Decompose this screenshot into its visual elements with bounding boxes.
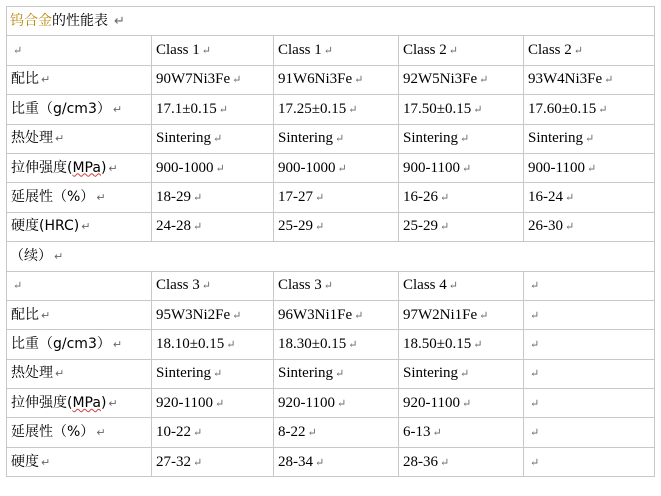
cell-end-mark-icon: ↵	[108, 396, 118, 410]
table1-header-cell-text: Class 2	[528, 42, 572, 59]
table2-row-label-text: 拉伸强度(MPa)	[11, 394, 107, 411]
table1-row-label-text: 延展性（%）	[11, 189, 95, 206]
table2-header-cell-text: Class 4	[403, 277, 447, 294]
table2-value-cell-text: Sintering	[403, 365, 458, 382]
table1-value-cell-text: 16-26	[403, 189, 438, 206]
table1-value-cell-text: 17-27	[278, 189, 313, 206]
cell-end-mark-icon: ↵	[479, 309, 489, 322]
table1-value-cell-text: 900-1000	[278, 159, 336, 176]
cell-end-mark-icon: ↵	[13, 280, 23, 293]
table1-value-cell[interactable]	[524, 212, 655, 241]
table1-value-cell-text: 900-1100	[403, 159, 460, 176]
table1-value-cell[interactable]	[152, 65, 274, 94]
table1-row-label-text: 比重（g/cm3）	[11, 100, 111, 117]
table1-header-cell-text: Class 2	[403, 42, 447, 59]
cell-end-mark-icon: ↵	[479, 74, 489, 87]
cell-end-mark-icon: ↵	[112, 337, 123, 351]
cell-end-mark-icon: ↵	[54, 249, 64, 263]
spellcheck-underline: MPa	[72, 159, 101, 176]
table2-value-cell[interactable]	[274, 359, 399, 388]
table2-value-cell-text: 18.50±0.15	[403, 335, 472, 352]
cell-end-mark-icon: ↵	[348, 338, 358, 351]
cell-end-mark-icon: ↵	[218, 103, 228, 116]
table2-value-cell[interactable]	[399, 300, 524, 329]
table2-value-cell[interactable]	[152, 389, 274, 418]
table2-value-cell[interactable]	[524, 389, 655, 418]
table2-value-cell[interactable]	[274, 447, 399, 476]
cell-end-mark-icon: ↵	[585, 133, 595, 146]
table2-header-cell[interactable]	[152, 271, 274, 300]
table2-value-cell[interactable]	[399, 418, 524, 447]
cell-end-mark-icon: ↵	[41, 455, 51, 469]
table2-value-cell-text: 28-34	[278, 453, 313, 470]
cell-end-mark-icon: ↵	[440, 192, 450, 205]
cell-end-mark-icon: ↵	[604, 74, 614, 87]
table1-value-cell-text: 16-24	[528, 189, 563, 206]
table1-value-cell[interactable]	[399, 65, 524, 94]
table1-value-cell-text: 91W6Ni3Fe	[278, 71, 353, 88]
table1-value-cell[interactable]	[274, 65, 399, 94]
table2-row	[7, 300, 655, 329]
table2-header-row	[7, 271, 655, 300]
cell-end-mark-icon: ↵	[530, 368, 540, 381]
cell-end-mark-icon: ↵	[193, 221, 203, 234]
table2-value-cell[interactable]	[152, 447, 274, 476]
table1-row-label[interactable]	[7, 212, 152, 241]
title-highlight: 钨合金	[10, 12, 52, 29]
table2-row	[7, 447, 655, 476]
table1-row	[7, 65, 655, 94]
table1-value-cell[interactable]	[524, 183, 655, 212]
table1-value-cell-text: 17.1±0.15	[156, 100, 217, 117]
cell-end-mark-icon: ↵	[323, 45, 333, 58]
table2-header-cell[interactable]	[524, 271, 655, 300]
cell-end-mark-icon: ↵	[354, 74, 364, 87]
cell-end-mark-icon: ↵	[440, 456, 450, 469]
cell-end-mark-icon: ↵	[193, 456, 203, 469]
cell-end-mark-icon: ↵	[41, 308, 51, 322]
table2-row-label-text: 比重（g/cm3）	[11, 335, 111, 352]
table1-row	[7, 212, 655, 241]
table1-header-cell[interactable]	[152, 36, 274, 65]
cell-end-mark-icon: ↵	[193, 427, 203, 440]
table1-value-cell-text: 92W5Ni3Fe	[403, 71, 478, 88]
table1-row	[7, 95, 655, 124]
cell-end-mark-icon: ↵	[108, 161, 118, 175]
table1-row	[7, 183, 655, 212]
table2-value-cell-text: 27-32	[156, 453, 191, 470]
table1-value-cell[interactable]	[399, 153, 524, 182]
table2-value-cell-text: 97W2Ni1Fe	[403, 306, 478, 323]
properties-table	[6, 6, 655, 477]
table2-value-cell-text: 96W3Ni1Fe	[278, 306, 353, 323]
cell-end-mark-icon: ↵	[81, 220, 91, 234]
table2-row	[7, 330, 655, 359]
table1-value-cell-text: 900-1100	[528, 159, 585, 176]
table1-row-label-text: 拉伸强度(MPa)	[11, 159, 107, 176]
table1-header-row	[7, 36, 655, 65]
table1-value-cell[interactable]	[399, 124, 524, 153]
paragraph-mark-icon: ↵	[114, 13, 125, 29]
table2-row	[7, 389, 655, 418]
table2-value-cell[interactable]	[399, 330, 524, 359]
cell-end-mark-icon: ↵	[354, 309, 364, 322]
cell-end-mark-icon: ↵	[473, 103, 483, 116]
table2-value-cell[interactable]	[152, 300, 274, 329]
table1-value-cell-text: Sintering	[528, 130, 583, 147]
table2-header-cell-text: Class 3	[156, 277, 200, 294]
table1-value-cell[interactable]	[152, 153, 274, 182]
cell-end-mark-icon: ↵	[315, 192, 325, 205]
cell-end-mark-icon: ↵	[598, 103, 608, 116]
table1-value-cell[interactable]	[274, 153, 399, 182]
table2-row-label-text: 热处理	[11, 365, 53, 382]
cell-end-mark-icon: ↵	[336, 397, 347, 410]
continued-label: （续）	[10, 247, 52, 264]
table1-value-cell[interactable]	[524, 65, 655, 94]
table2-value-cell-text: 10-22	[156, 424, 191, 441]
table2-value-cell-text: 28-36	[403, 453, 438, 470]
table2-row	[7, 359, 655, 388]
table1-value-cell[interactable]	[524, 153, 655, 182]
cell-end-mark-icon: ↵	[530, 427, 540, 440]
table1-value-cell[interactable]	[274, 183, 399, 212]
cell-end-mark-icon: ↵	[530, 456, 540, 469]
cell-end-mark-icon: ↵	[337, 162, 347, 175]
table-title[interactable]	[7, 7, 655, 36]
table1-value-cell-text: 900-1000	[156, 159, 214, 176]
cell-end-mark-icon: ↵	[96, 426, 106, 440]
cell-end-mark-icon: ↵	[226, 338, 236, 351]
table2-value-cell[interactable]	[152, 330, 274, 359]
table2-value-cell[interactable]	[274, 389, 399, 418]
table1-header-cell[interactable]	[399, 36, 524, 65]
table1-value-cell[interactable]	[152, 124, 274, 153]
cell-end-mark-icon: ↵	[461, 397, 472, 410]
table1-header-cell-text: Class 1	[278, 42, 322, 59]
cell-end-mark-icon: ↵	[461, 162, 472, 175]
cell-end-mark-icon: ↵	[335, 133, 345, 146]
cell-end-mark-icon: ↵	[201, 280, 211, 293]
cell-end-mark-icon: ↵	[315, 456, 325, 469]
table2-header-cell[interactable]	[274, 271, 399, 300]
cell-end-mark-icon: ↵	[201, 45, 211, 58]
table1-value-cell[interactable]	[274, 95, 399, 124]
cell-end-mark-icon: ↵	[460, 368, 470, 381]
cell-end-mark-icon: ↵	[530, 397, 540, 410]
table2-value-cell-text: 920-1100	[278, 394, 335, 411]
cell-end-mark-icon: ↵	[41, 73, 51, 87]
cell-end-mark-icon: ↵	[565, 192, 575, 205]
table2-value-cell[interactable]	[524, 447, 655, 476]
table1-value-cell[interactable]	[152, 183, 274, 212]
table2-row-label-text: 配比	[11, 306, 39, 323]
table1-row	[7, 124, 655, 153]
table2-row-label[interactable]	[7, 330, 152, 359]
table1-row	[7, 153, 655, 182]
table1-row-label[interactable]	[7, 95, 152, 124]
table1-row-label-text: 热处理	[11, 130, 53, 147]
table2-value-cell-text: 6-13	[403, 424, 431, 441]
table1-value-cell-text: Sintering	[278, 130, 333, 147]
table1-value-cell[interactable]	[524, 95, 655, 124]
table1-value-cell-text: Sintering	[403, 130, 458, 147]
table2-value-cell[interactable]	[274, 330, 399, 359]
cell-end-mark-icon: ↵	[193, 192, 203, 205]
table2-value-cell-text: 18.10±0.15	[156, 335, 225, 352]
table2-row-label[interactable]	[7, 418, 152, 447]
cell-end-mark-icon: ↵	[232, 309, 242, 322]
table1-row-label[interactable]	[7, 124, 152, 153]
table2-row	[7, 418, 655, 447]
cell-end-mark-icon: ↵	[232, 74, 242, 87]
table1-header-cell[interactable]	[7, 36, 152, 65]
table1-value-cell-text: 24-28	[156, 218, 191, 235]
table2-value-cell-text: 920-1100	[403, 394, 460, 411]
cell-end-mark-icon: ↵	[565, 221, 575, 234]
table2-value-cell[interactable]	[524, 418, 655, 447]
cell-end-mark-icon: ↵	[96, 191, 106, 205]
table1-row-label[interactable]	[7, 153, 152, 182]
table1-value-cell[interactable]	[274, 212, 399, 241]
table1-value-cell-text: 90W7Ni3Fe	[156, 71, 231, 88]
cell-end-mark-icon: ↵	[530, 338, 540, 351]
table1-value-cell[interactable]	[399, 212, 524, 241]
table1-value-cell-text: Sintering	[156, 130, 211, 147]
table2-value-cell[interactable]	[274, 300, 399, 329]
table2-row-label[interactable]	[7, 359, 152, 388]
tungsten-alloy-properties-document	[6, 6, 654, 477]
table2-header-cell-text: Class 3	[278, 277, 322, 294]
cell-end-mark-icon: ↵	[473, 338, 483, 351]
cell-end-mark-icon: ↵	[323, 280, 333, 293]
table1-value-cell-text: 25-29	[278, 218, 313, 235]
cell-end-mark-icon: ↵	[530, 309, 540, 322]
table2-row-label[interactable]	[7, 389, 152, 418]
cell-end-mark-icon: ↵	[432, 427, 442, 440]
table1-value-cell-text: 18-29	[156, 189, 191, 206]
continued-row	[7, 242, 655, 271]
cell-end-mark-icon: ↵	[335, 368, 345, 381]
table1-value-cell[interactable]	[274, 124, 399, 153]
cell-end-mark-icon: ↵	[214, 397, 225, 410]
table1-value-cell[interactable]	[399, 183, 524, 212]
cell-end-mark-icon: ↵	[315, 221, 325, 234]
table2-value-cell[interactable]	[524, 330, 655, 359]
table2-value-cell-text: Sintering	[156, 365, 211, 382]
table2-value-cell[interactable]	[399, 359, 524, 388]
title-rest: 的性能表	[52, 12, 108, 29]
table1-header-cell-text: Class 1	[156, 42, 200, 59]
cell-end-mark-icon: ↵	[448, 280, 458, 293]
table1-value-cell[interactable]	[524, 124, 655, 153]
cell-end-mark-icon: ↵	[213, 368, 223, 381]
table1-header-cell[interactable]	[274, 36, 399, 65]
table1-row-label[interactable]	[7, 65, 152, 94]
table1-value-cell-text: 17.60±0.15	[528, 100, 597, 117]
cell-end-mark-icon: ↵	[530, 280, 540, 293]
table2-value-cell[interactable]	[152, 359, 274, 388]
table2-value-cell[interactable]	[399, 447, 524, 476]
cell-end-mark-icon: ↵	[55, 132, 65, 146]
continued-label-cell[interactable]	[7, 242, 655, 271]
table1-row-label-text: 硬度(HRC)	[11, 218, 80, 235]
table1-row-label[interactable]	[7, 183, 152, 212]
table1-value-cell-text: 93W4Ni3Fe	[528, 71, 603, 88]
table2-row-label[interactable]	[7, 300, 152, 329]
spellcheck-underline: MPa	[72, 394, 101, 411]
table2-header-cell[interactable]	[7, 271, 152, 300]
table1-value-cell-text: 26-30	[528, 218, 563, 235]
cell-end-mark-icon: ↵	[440, 221, 450, 234]
table1-value-cell-text: 25-29	[403, 218, 438, 235]
cell-end-mark-icon: ↵	[13, 45, 23, 58]
table2-value-cell-text: Sintering	[278, 365, 333, 382]
title-row	[7, 7, 655, 36]
table2-value-cell[interactable]	[524, 300, 655, 329]
cell-end-mark-icon: ↵	[348, 103, 358, 116]
cell-end-mark-icon: ↵	[55, 367, 65, 381]
table1-header-cell[interactable]	[524, 36, 655, 65]
table2-value-cell-text: 95W3Ni2Fe	[156, 306, 231, 323]
table1-value-cell[interactable]	[152, 212, 274, 241]
cell-end-mark-icon: ↵	[112, 102, 123, 116]
table2-row-label[interactable]	[7, 447, 152, 476]
table1-value-cell[interactable]	[399, 95, 524, 124]
table2-value-cell[interactable]	[152, 418, 274, 447]
cell-end-mark-icon: ↵	[213, 133, 223, 146]
table2-row-label-text: 硬度	[11, 453, 39, 470]
table2-value-cell[interactable]	[399, 389, 524, 418]
table2-header-cell[interactable]	[399, 271, 524, 300]
cell-end-mark-icon: ↵	[448, 45, 458, 58]
table2-value-cell[interactable]	[524, 359, 655, 388]
cell-end-mark-icon: ↵	[215, 162, 225, 175]
table2-value-cell[interactable]	[274, 418, 399, 447]
table2-value-cell-text: 18.30±0.15	[278, 335, 347, 352]
cell-end-mark-icon: ↵	[307, 427, 317, 440]
table1-value-cell-text: 17.25±0.15	[278, 100, 347, 117]
cell-end-mark-icon: ↵	[586, 162, 597, 175]
table1-row-label-text: 配比	[11, 71, 39, 88]
table2-value-cell-text: 920-1100	[156, 394, 213, 411]
cell-end-mark-icon: ↵	[460, 133, 470, 146]
cell-end-mark-icon: ↵	[573, 45, 583, 58]
table1-value-cell-text: 17.50±0.15	[403, 100, 472, 117]
table1-value-cell[interactable]	[152, 95, 274, 124]
table2-value-cell-text: 8-22	[278, 424, 306, 441]
table2-row-label-text: 延展性（%）	[11, 424, 95, 441]
